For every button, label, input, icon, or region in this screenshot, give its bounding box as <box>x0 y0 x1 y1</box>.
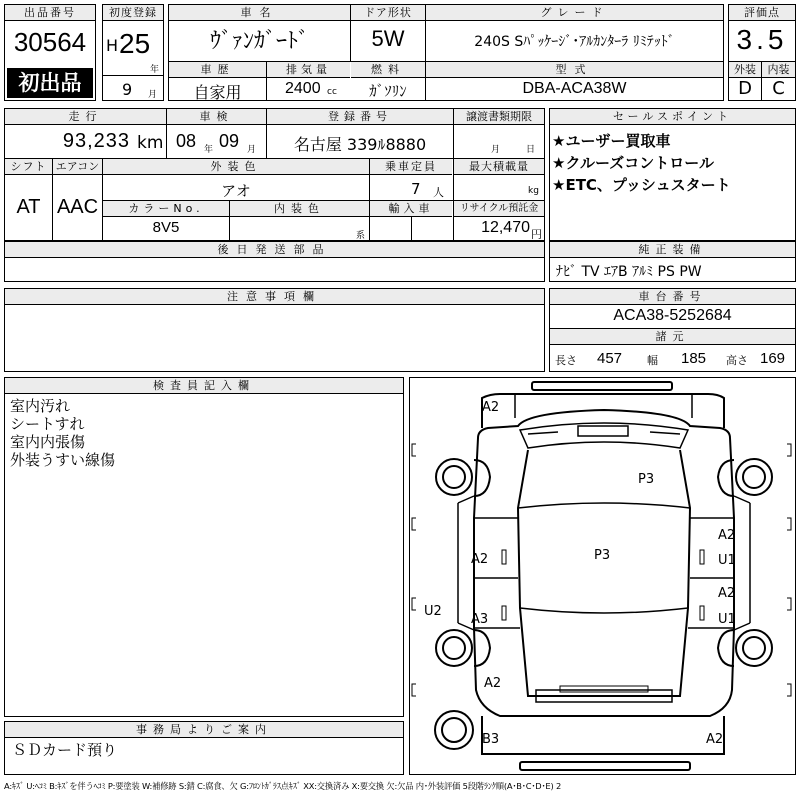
door-label: ドア形状 <box>351 5 425 21</box>
month-unit: 月 <box>148 90 158 100</box>
inspector-line-2: シートすれ <box>10 415 85 433</box>
exterior-grade: D <box>738 78 752 99</box>
plate-number: 名古屋 339ﾙ8880 <box>293 135 427 154</box>
sales-point-1: ★ユーザー買取車 <box>552 132 671 150</box>
interior-grade: C <box>772 78 785 99</box>
import-label: 輸入車 <box>370 201 452 217</box>
inspection-label: 車検 <box>167 109 266 125</box>
exterior-color: アオ <box>221 182 251 200</box>
ac: AAC <box>56 196 99 218</box>
displacement: 2400 <box>285 80 321 97</box>
mileage-unit: km <box>137 133 164 153</box>
width: 185 <box>681 350 707 367</box>
int-color-label: 内装色 <box>230 201 369 217</box>
dims-label: 諸元 <box>550 329 795 345</box>
color-number: 8V5 <box>152 219 180 236</box>
insp-month-unit: 月 <box>247 145 257 155</box>
first-reg-label: 初度登録 <box>103 5 163 21</box>
plate-label: 登録番号 <box>267 109 453 125</box>
fuel-label: 燃料 <box>351 62 425 78</box>
era: H <box>106 36 119 55</box>
history: 自家用 <box>193 83 242 102</box>
length: 457 <box>597 350 623 367</box>
displacement-label: 排気量 <box>267 62 350 78</box>
mileage-label: 走行 <box>5 109 166 125</box>
damage-rear-bumper-right: A2 <box>706 732 724 747</box>
capacity-label: 乗車定員 <box>370 159 452 175</box>
load-unit: kg <box>528 186 539 196</box>
inspector-line-1: 室内汚れ <box>10 397 71 415</box>
chassis-number: ACA38-5252684 <box>613 307 732 324</box>
ac-label: エアコン <box>53 159 102 175</box>
damage-right-rear-door-a: A2 <box>718 586 736 601</box>
docs-day-unit: 日 <box>526 145 536 155</box>
docs-label: 譲渡書類期限 <box>454 109 544 125</box>
year-unit: 年 <box>150 65 160 75</box>
lot-number: 30564 <box>13 27 87 57</box>
car-name-label: 車名 <box>169 5 350 21</box>
damage-rear-left: A2 <box>484 676 502 691</box>
sales-point-3: ★ETC、プッシュスタート <box>552 176 731 194</box>
sales-points-label: セールスポイント <box>550 109 795 125</box>
car-name: ｳﾞｧﾝｶﾞｰﾄﾞ <box>209 29 309 54</box>
capacity-unit: 人 <box>433 186 444 199</box>
damage-roof: P3 <box>594 548 611 563</box>
insp-year-unit: 年 <box>204 145 214 155</box>
damage-left-rear-door: A3 <box>471 612 489 627</box>
damage-hood: P3 <box>638 472 655 487</box>
mileage: 93,233 <box>62 130 130 152</box>
legend: A:ｷｽﾞ U:ﾍｺﾐ B:ｷｽﾞを伴うﾍｺﾐ P:要塗装 W:補修跡 S:錆 C:腐食、欠 G:ﾌﾛﾝﾄｶﾞﾗｽ点ｷｽﾞ XX:交換済み X:要交換 欠:欠品 内･外装評価 5段階ﾗﾝｸ順(A･B･C･D･E) 2 <box>4 781 562 791</box>
int-color-suffix: 系 <box>356 231 366 241</box>
damage-front-top: A2 <box>482 400 500 415</box>
width-label: 幅 <box>647 354 658 367</box>
damage-rear-bumper-left: B3 <box>482 732 500 747</box>
damage-right-front-door-u: U1 <box>718 553 736 568</box>
notes-label: 注意事項欄 <box>5 289 544 305</box>
lot-box <box>4 4 96 101</box>
lot-label: 出品番号 <box>5 5 95 21</box>
insp-month: 09 <box>219 131 240 151</box>
recycle-unit: 円 <box>531 228 542 241</box>
height-label: 高さ <box>726 354 748 367</box>
docs-month-unit: 月 <box>491 145 501 155</box>
shift-label: シフト <box>5 159 52 175</box>
era-year: 25 <box>119 28 151 59</box>
interior-label: 内装 <box>762 62 795 78</box>
damage-right-rear-door-u: U1 <box>718 612 736 627</box>
fuel: ｶﾞｿﾘﾝ <box>369 82 407 100</box>
damage-diagram <box>409 377 796 775</box>
grade: 240S Sﾊﾟｯｹｰｼﾞ･ｱﾙｶﾝﾀｰﾗ ﾘﾐﾃｯﾄﾞ <box>474 34 675 50</box>
score-label: 評価点 <box>729 5 795 21</box>
inspector-line-3: 室内内張傷 <box>10 433 86 451</box>
equipment-label: 純正装備 <box>550 242 795 258</box>
later-parts-label: 後日発送部品 <box>5 242 544 258</box>
inspector-line-4: 外装うすい線傷 <box>10 451 116 469</box>
first-listing-badge: 初出品 <box>7 68 93 98</box>
color-no-label: カラーNo. <box>103 201 229 217</box>
length-label: 長さ <box>555 354 577 367</box>
exterior-label: 外装 <box>729 62 761 78</box>
car-outline <box>410 378 797 776</box>
load-label: 最大積載量 <box>454 159 544 175</box>
equipment-list: ﾅﾋﾞ TV ｴｱB ｱﾙﾐ PS PW <box>556 264 702 280</box>
displacement-unit: cc <box>327 87 337 97</box>
shift: AT <box>16 196 41 218</box>
damage-right-front-door-a: A2 <box>718 528 736 543</box>
inspector-label: 検査員記入欄 <box>5 378 403 394</box>
model-code: DBA-ACA38W <box>522 80 627 97</box>
recycle-fee: 12,470 <box>481 219 530 236</box>
office-text: ＳＤカード預り <box>12 741 118 759</box>
color-label: 外装色 <box>103 159 369 175</box>
sales-point-2: ★クルーズコントロール <box>552 154 714 172</box>
damage-left-sill: U2 <box>424 604 442 619</box>
door-type: 5W <box>371 26 405 51</box>
capacity: 7 <box>411 180 421 198</box>
model-label: 型式 <box>426 62 723 78</box>
recycle-label: リサイクル預託金 <box>454 201 544 217</box>
insp-year: 08 <box>176 131 197 151</box>
damage-left-front-door: A2 <box>471 552 489 567</box>
history-label: 車歴 <box>169 62 266 78</box>
height: 169 <box>760 350 786 367</box>
chassis-label: 車台番号 <box>550 289 795 305</box>
grade-label: グレード <box>426 5 723 21</box>
reg-month: 9 <box>122 80 133 99</box>
office-label: 事務局よりご案内 <box>5 722 403 738</box>
score: 3.5 <box>736 24 788 55</box>
